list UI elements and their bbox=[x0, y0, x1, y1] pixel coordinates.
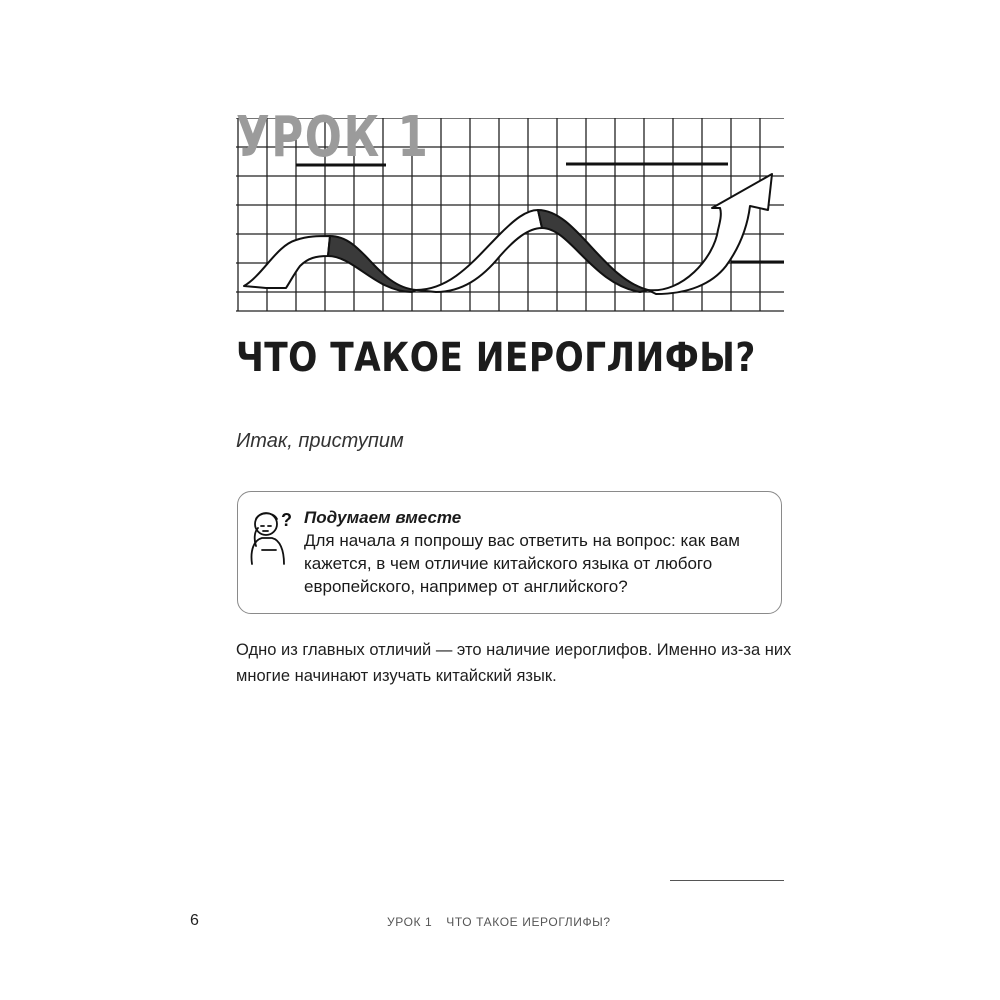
think-together-box bbox=[237, 491, 782, 614]
think-box-heading: Подумаем вместе bbox=[304, 508, 462, 527]
think-box-question: Для начала я попрошу вас ответить на вопрос: как вам кажется, в чем отличие китайского языка от любого европейского, например от английского? bbox=[304, 531, 740, 596]
svg-text:?: ? bbox=[281, 510, 292, 530]
intro-text: Итак, приступим bbox=[236, 430, 404, 452]
body-paragraph: Одно из главных отличий — это наличие иероглифов. Именно из-за них многие начинают изучать китайский язык. bbox=[236, 641, 792, 685]
chapter-title: ЧТО ТАКОЕ ИЕРОГЛИФЫ? bbox=[236, 335, 756, 381]
lesson-label: УРОК 1 bbox=[236, 105, 430, 170]
running-head-title: ЧТО ТАКОЕ ИЕРОГЛИФЫ? bbox=[446, 915, 611, 929]
running-head-lesson: УРОК 1 bbox=[387, 915, 433, 929]
thinking-person-icon bbox=[246, 506, 292, 566]
page-number: 6 bbox=[190, 912, 199, 929]
footer-divider bbox=[670, 880, 784, 881]
running-head bbox=[387, 915, 611, 929]
